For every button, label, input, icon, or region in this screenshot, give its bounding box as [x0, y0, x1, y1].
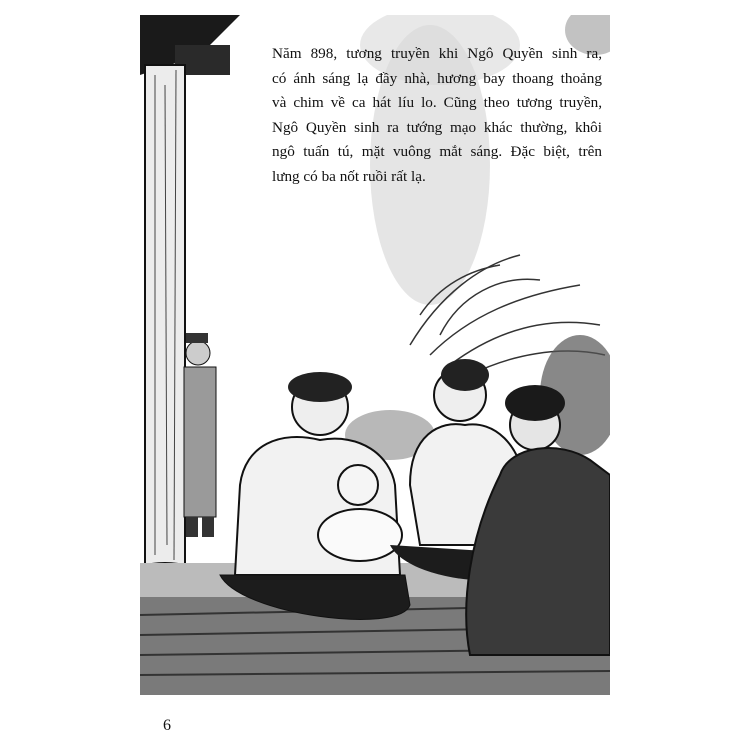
- story-line-5: ngô tuấn tú, mặt vuông mắt sáng. Đặc biệt, trên: [272, 143, 602, 161]
- story-line-6: lưng có ba nốt ruồi rất lạ.: [272, 167, 426, 185]
- story-line-4: Ngô Quyền sinh ra tướng mạo khác thường, khôi: [272, 118, 602, 136]
- story-line-2: có ánh sáng lạ đầy nhà, hương bay thoang thoảng: [272, 69, 602, 87]
- story-line-1: Năm 898, tương truyền khi Ngô Quyền sinh ra,: [272, 45, 602, 62]
- mother-figure: [220, 372, 410, 619]
- story-line-3: và chim về ca hát líu lo. Cũng theo tương truyền,: [272, 94, 602, 112]
- standing-man: [184, 333, 216, 537]
- story-paragraph: [272, 42, 602, 190]
- page-number: 6: [163, 717, 171, 734]
